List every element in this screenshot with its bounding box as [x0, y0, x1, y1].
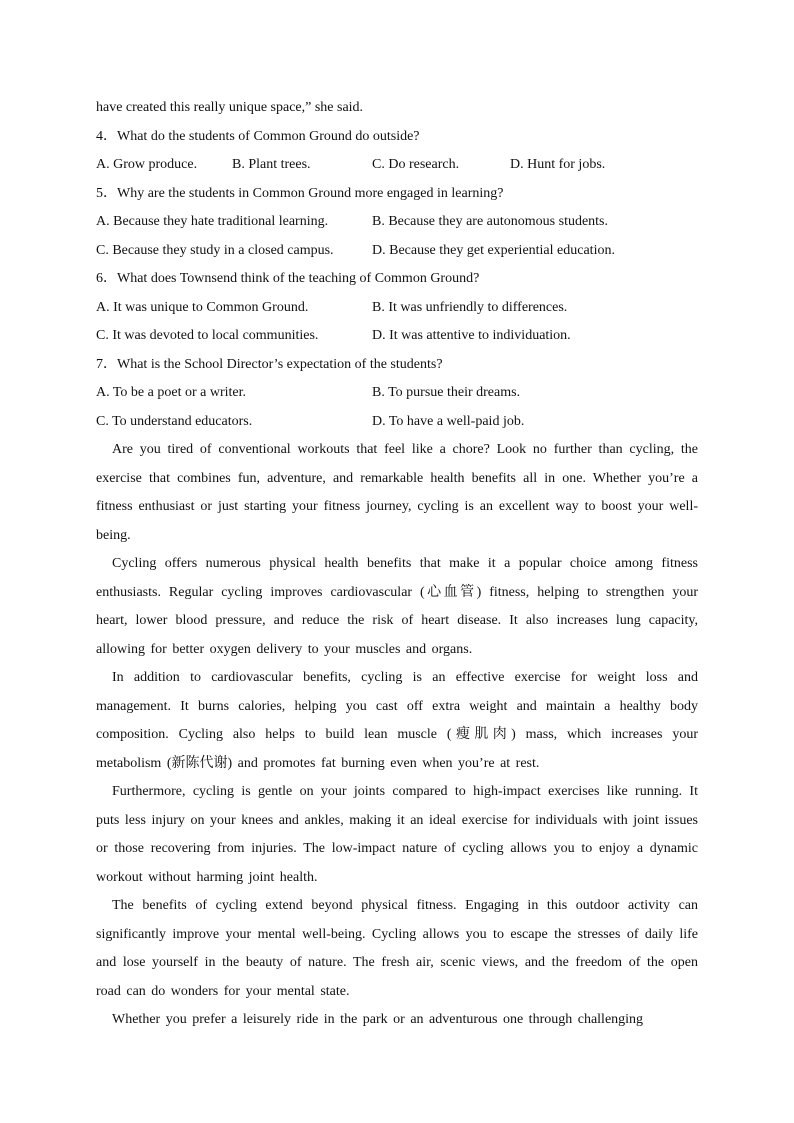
passage-paragraph-6: Whether you prefer a leisurely ride in the park or an adventurous one through challenging	[112, 1012, 644, 1027]
options-row	[96, 151, 698, 180]
question-4	[96, 123, 698, 180]
option-c: C. Because they study in a closed campus.	[96, 242, 334, 258]
question-7	[96, 351, 698, 437]
options-row	[96, 379, 698, 408]
previous-passage-ending: have created this really unique space,” she said.	[96, 100, 364, 115]
option-b: B. It was unfriendly to differences.	[372, 299, 568, 315]
option-a: A. Because they hate traditional learning.	[96, 214, 329, 229]
question-stem: 7．What is the School Director’s expectation of the students?	[96, 356, 443, 372]
option-d: D. To have a well-paid job.	[372, 413, 525, 429]
passage-paragraph-3: In addition to cardiovascular benefits, cycling is an effective exercise for weight loss and management. It burns calories, helping you cast off extra weight and maintain a healthy body composition. Cycling also helps to build lean muscle (瘦肌肉) mass, which increases your metabolism (新陈代谢) and promotes fat burning even when you’re at rest.	[96, 670, 698, 771]
reading-passage	[96, 436, 698, 1035]
option-b: B. To pursue their dreams.	[372, 385, 521, 400]
passage-paragraph-4: Furthermore, cycling is gentle on your joints compared to high-impact exercises like running. It puts less injury on your knees and ankles, making it an ideal exercise for individuals with joint issues or those recovering from injuries. The low-impact nature of cycling allows you to enjoy a dynamic workout without harming joint health.	[96, 784, 698, 885]
option-b: B. Plant trees.	[232, 157, 311, 172]
option-d: D. Because they get experiential education.	[372, 242, 615, 258]
option-c: C. Do research.	[372, 157, 460, 172]
options-row	[96, 408, 698, 437]
passage-paragraph-2: Cycling offers numerous physical health benefits that make it a popular choice among fitness enthusiasts. Regular cycling improves cardiovascular (心血管) fitness, helping to strengthen your heart, lower blood pressure, and reduce the risk of heart disease. It also increases lung capacity, allowing for better oxygen delivery to your muscles and organs.	[96, 556, 698, 657]
question-stem: 6．What does Townsend think of the teaching of Common Ground?	[96, 271, 480, 286]
passage-paragraph-5: The benefits of cycling extend beyond physical fitness. Engaging in this outdoor activity can significantly improve your mental well-being. Cycling allows you to escape the stresses of daily life and lose yourself in the beauty of nature. The fresh air, scenic views, and the freedom of the open road can do wonders for your mental state.	[96, 898, 698, 999]
option-a: A. Grow produce.	[96, 157, 198, 172]
options-row	[96, 208, 698, 237]
options-row	[96, 294, 698, 323]
option-a: A. It was unique to Common Ground.	[96, 299, 309, 315]
passage-paragraph-1: Are you tired of conventional workouts that feel like a chore? Look no further than cycling, the exercise that combines fun, adventure, and remarkable health benefits all in one. Whether you’re a fitness enthusiast or just starting your fitness journey, cycling is an excellent way to boost your well-being.	[96, 442, 698, 543]
options-row	[96, 237, 698, 266]
option-b: B. Because they are autonomous students.	[372, 214, 609, 229]
document-page	[96, 94, 698, 1035]
option-c: C. To understand educators.	[96, 413, 253, 429]
option-a: A. To be a poet or a writer.	[96, 385, 246, 400]
question-6	[96, 265, 698, 351]
question-stem: 4．What do the students of Common Ground do outside?	[96, 128, 420, 144]
option-d: D. Hunt for jobs.	[510, 157, 606, 172]
option-c: C. It was devoted to local communities.	[96, 328, 319, 343]
option-d: D. It was attentive to individuation.	[372, 328, 571, 343]
question-5	[96, 180, 698, 266]
options-row	[96, 322, 698, 351]
question-stem: 5．Why are the students in Common Ground more engaged in learning?	[96, 185, 504, 201]
